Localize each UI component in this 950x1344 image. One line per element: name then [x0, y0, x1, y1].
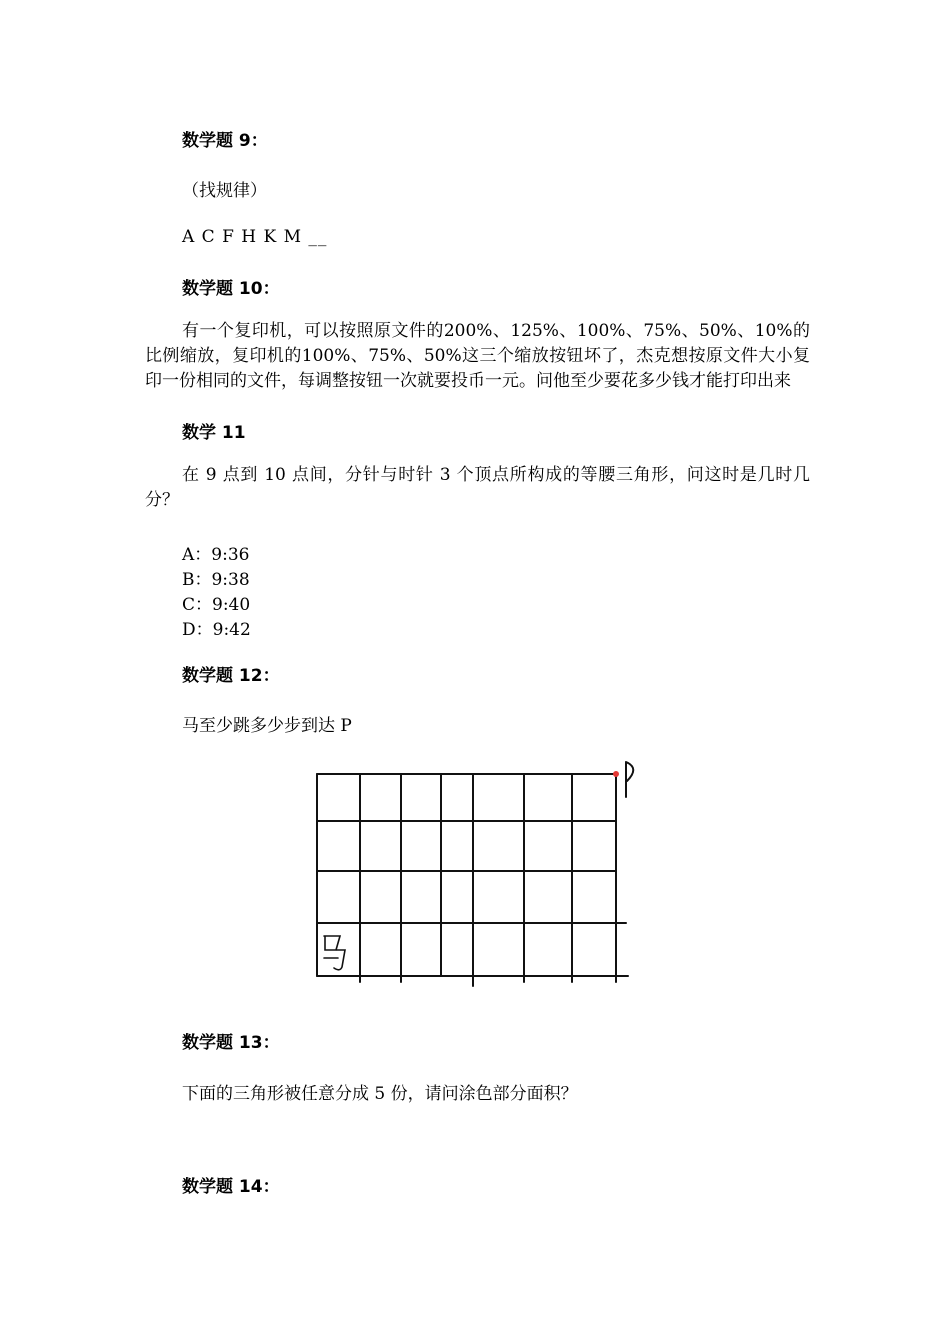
q9-sequence: A C F H K M __ [182, 227, 328, 247]
q9-heading: 数学题 9： [182, 131, 268, 151]
q10-body: 有一个复印机，可以按照原文件的200%、125%、100%、75%、50%、10%的比例缩放，复印机的100%、75%、50%这三个缩放按钮坏了，杰克想按原文件大小复印一份相同的文件，每调整按钮一次就要投币一元。问他至少要花多少钱才能打印出来 [145, 321, 810, 391]
q10-heading: 数学题 10： [182, 279, 280, 299]
q11-option-b: B：9:38 [182, 570, 250, 590]
target-marker [613, 771, 619, 777]
q14-heading: 数学题 14： [182, 1177, 280, 1197]
q11-option-d: D：9:42 [182, 620, 251, 640]
horse-glyph [324, 936, 345, 970]
q13-body: 下面的三角形被任意分成 5 份，请问涂色部分面积？ [182, 1084, 578, 1104]
q9-hint: （找规律） [182, 181, 267, 201]
q12-body: 马至少跳多少步到达 P [182, 716, 352, 736]
knight-grid-figure [305, 755, 645, 995]
q11-body: 在 9 点到 10 点间，分针与时针 3 个顶点所构成的等腰三角形，问这时是几时几分？ [145, 465, 810, 510]
target-p-glyph [626, 762, 633, 797]
knight-grid-svg [305, 755, 645, 995]
q13-heading: 数学题 13： [182, 1033, 280, 1053]
q11-option-c: C：9:40 [182, 595, 251, 615]
q11-option-a: A：9:36 [182, 545, 250, 565]
q12-heading: 数学题 12： [182, 666, 280, 686]
q11-heading: 数学 11 [182, 423, 246, 443]
